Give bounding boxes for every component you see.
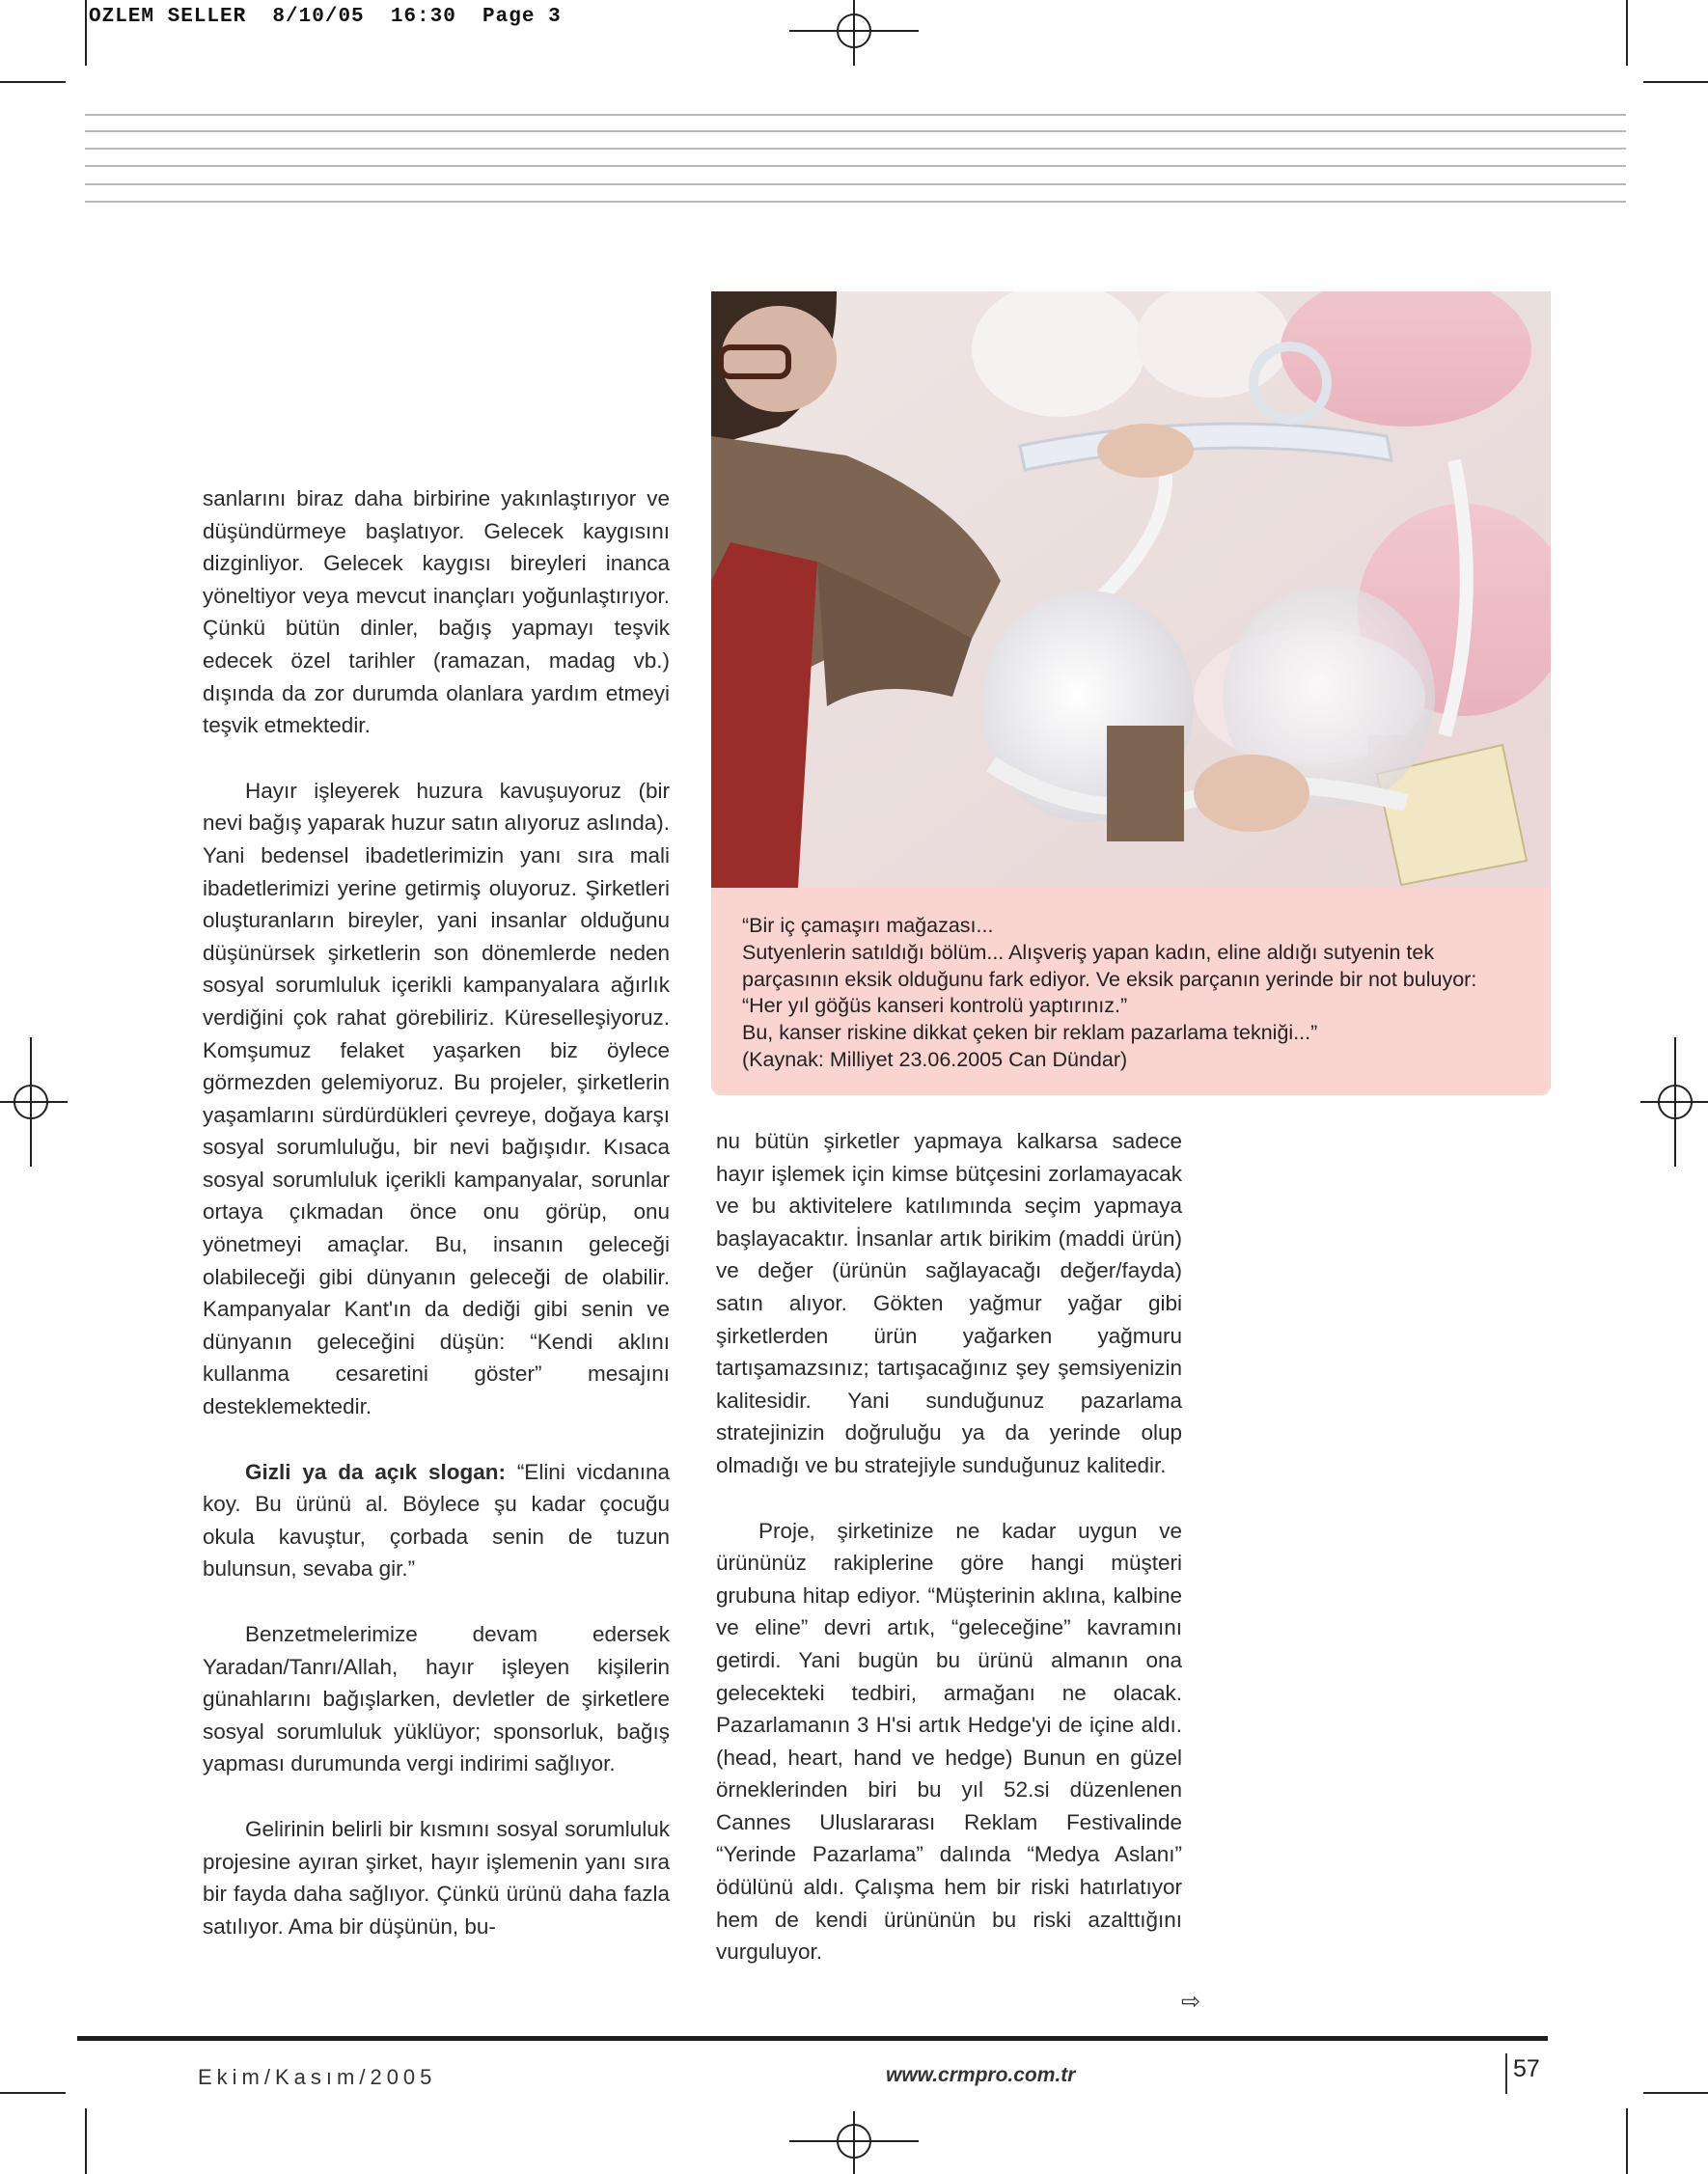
paragraph: sanlarını biraz daha birbirine yakınlaştırıyor ve düşündürmeye başlatıyor. Gelecek kaygısını dizginliyor. Gelecek kaygısı bireyleri inanca yöneltiyor veya mevcut inançları yoğunlaştırıyor. Çünkü bütün dinler, bağış yapmayı teşvik edecek özel tarihler (ramazan, madag vb.) dışında da zor durumda olanlara yardım etmeyi teşvik etmektedir. bbox=[203, 486, 670, 738]
caption-line: “Bir iç çamaşırı mağazası... bbox=[742, 914, 994, 937]
caption-text bbox=[742, 913, 1533, 1074]
paragraph: nu bütün şirketler yapmaya kalkarsa sadece hayır işlemek için kimse bütçesini zorlamayacak ve bu aktivitelere katılımında seçim yapmaya başlayacaktır. İnsanlar artık birikim (maddi ürün) ve değer (ürünün sağlayacağı değer/fayda) satın alıyor. Gökten yağmur yağar gibi şirketlerden ürün yağarken yağmuru tartışamazsınız; tartışacağınız şey şemsiyenizin kalitesidir. Yani sunduğunuz pazarlama stratejinizin doğruluğu ya da yerinde olup olmadığı ve bu stratejiyle sunduğunuz kalitedir. bbox=[716, 1129, 1182, 1477]
right-text-column bbox=[716, 1125, 1182, 2001]
caption-line: parçasının eksik olduğunu fark ediyor. Ve eksik parçanın yerinde bir not buluyor: bbox=[742, 967, 1477, 991]
slogan-label: Gizli ya da açık slogan: bbox=[245, 1459, 506, 1484]
photo-caption-box bbox=[711, 888, 1551, 1095]
paragraph: Benzetmelerimize devam edersek Yaradan/Tanrı/Allah, hayır işleyen kişilerin günahlarını bağışlarken, devletler de şirketlere sosyal sorumluluk yüklüyor; sponsorluk, bağış yapması durumunda vergi indirimi sağlıyor. bbox=[203, 1622, 670, 1776]
registration-mark-right bbox=[1640, 1037, 1708, 1167]
caption-line: “Her yıl göğüs kanseri kontrolü yaptırınız.” bbox=[742, 994, 1128, 1018]
page-number: 57 bbox=[1513, 2055, 1540, 2082]
page-number-divider bbox=[1505, 2053, 1507, 2094]
lingerie-store-photo bbox=[711, 291, 1551, 888]
paragraph: Gelirinin belirli bir kısmını sosyal sorumluluk projesine ayıran şirket, hayır işlemenin yanı sıra bir fayda daha sağlıyor. Çünkü ürünü daha fazla satılıyor. Ama bir düşünün, bu- bbox=[203, 1816, 670, 1939]
slogan-text: “Elini vicdanına koy. Bu ürünü al. Böylece şu kadar çocuğu okula kavuştur, çorbada senin de tuzun bulunsun, sevaba gir.” bbox=[203, 1459, 670, 1582]
footer-rule bbox=[77, 2036, 1548, 2041]
paragraph-slogan bbox=[203, 1456, 670, 1585]
registration-mark-bottom bbox=[789, 2111, 919, 2174]
paragraph: Hayır işleyerek huzura kavuşuyoruz (bir nevi bağış yaparak huzur satın alıyoruz aslında). Yani bedensel ibadetlerimizin yanı sıra mali ibadetlerimizi yerine getirmiş oluyoruz. Şirketleri oluşturanların bireyler, yani insanlar olduğunu düşünürsek şirketlerin son dönemlerde neden sosyal sorumluluk içerikli kampanyalara ağırlık verdiğini çok rahat görebiliriz. Küreselleşiyoruz. Komşumuz felaket yaşarken biz öylece görmezden gelemiyoruz. Bu projeler, şirketlerin yaşamlarını sürdürdükleri çevreye, doğaya karşı sosyal sorumluluğu, bir nevi bağışıdır. Kısaca sosyal sorumluluk içerikli kampanyalar, sorunlar ortaya çıkmadan önce onu görüp, onu yönetmeyi amaçlar. Bu, insanın geleceği olabileceği gibi dünyanın geleceği de olabilir. Kampanyalar Kant'ın da dediği gibi senin ve dünyanın geleceğini düşün: “Kendi aklını kullanma cesaretini göster” mesajını desteklemektedir. bbox=[203, 778, 671, 1419]
website-url: www.crmpro.com.tr bbox=[886, 2064, 1076, 2086]
issue-date: Ekim/Kasım/2005 bbox=[198, 2065, 437, 2089]
continue-arrow-icon: ⇨ bbox=[1181, 1989, 1201, 2015]
caption-line: Sutyenlerin satıldığı bölüm... Alışveriş yapan kadın, eline aldığı sutyenin tek bbox=[742, 940, 1435, 964]
print-slug: OZLEM SELLER 8/10/05 16:30 Page 3 bbox=[89, 6, 562, 28]
registration-mark-left bbox=[0, 1037, 68, 1167]
left-text-column bbox=[203, 482, 670, 1975]
caption-line: Bu, kanser riskine dikkat çeken bir reklam pazarlama tekniği...” bbox=[742, 1021, 1318, 1045]
paragraph: Proje, şirketinize ne kadar uygun ve ürününüz rakiplerine göre hangi müşteri grubuna hitap ediyor. “Müşterinin aklına, kalbine ve eline” devri artık, “geleceğine” kavramını getirdi. Yani bugün bu ürünü almanın ona gelecekteki tedbiri, armağanı ne olacak. Pazarlamanın 3 H'si artık Hedge'yi de içine aldı. (head, heart, hand ve hedge) Bunun en güzel örneklerinden biri bu yıl 52.si düzenlenen Cannes Uluslararası Reklam Festivalinde “Yerinde Pazarlama” dalında “Medya Aslanı” ödülünü aldı. Çalışma hem bir riski hatırlatıyor hem de kendi ürününün bu riski azalttığını vurguluyor. bbox=[716, 1518, 1182, 1965]
caption-line: (Kaynak: Milliyet 23.06.2005 Can Dündar) bbox=[742, 1047, 1128, 1071]
registration-mark-top bbox=[789, 0, 919, 68]
